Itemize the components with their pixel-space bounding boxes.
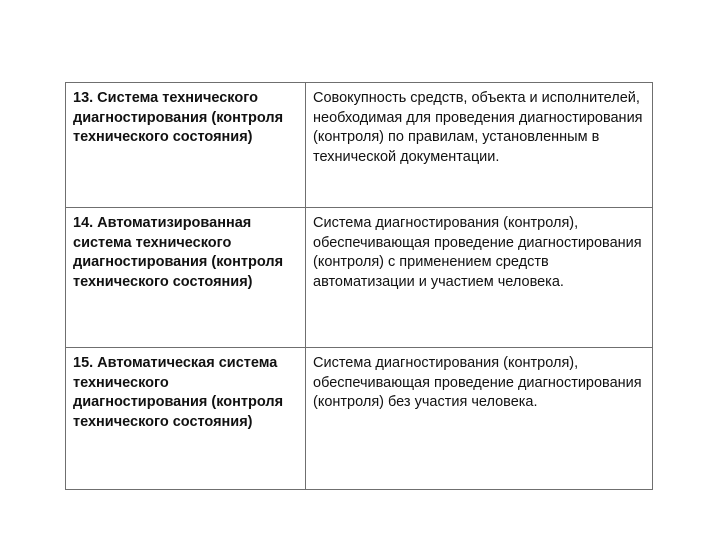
- table-row: [66, 208, 653, 348]
- table-row: [66, 348, 653, 490]
- definition-cell: Совокупность средств, объекта и исполнителей, необходимая для проведения диагностирования (контроля) по правилам, установленным в технической документации.: [306, 83, 653, 208]
- term-cell: 13. Система технического диагностирования (контроля технического состояния): [66, 83, 306, 208]
- term-cell: 14. Автоматизированная система технического диагностирования (контроля технического состояния): [66, 208, 306, 348]
- table-row: [66, 83, 653, 208]
- definition-cell: Система диагностирования (контроля), обеспечивающая проведение диагностирования (контроля) без участия человека.: [306, 348, 653, 490]
- definition-cell: Система диагностирования (контроля), обеспечивающая проведение диагностирования (контроля) с применением средств автоматизации и участием человека.: [306, 208, 653, 348]
- definitions-table: [65, 82, 653, 490]
- term-cell: 15. Автоматическая система технического диагностирования (контроля технического состояния): [66, 348, 306, 490]
